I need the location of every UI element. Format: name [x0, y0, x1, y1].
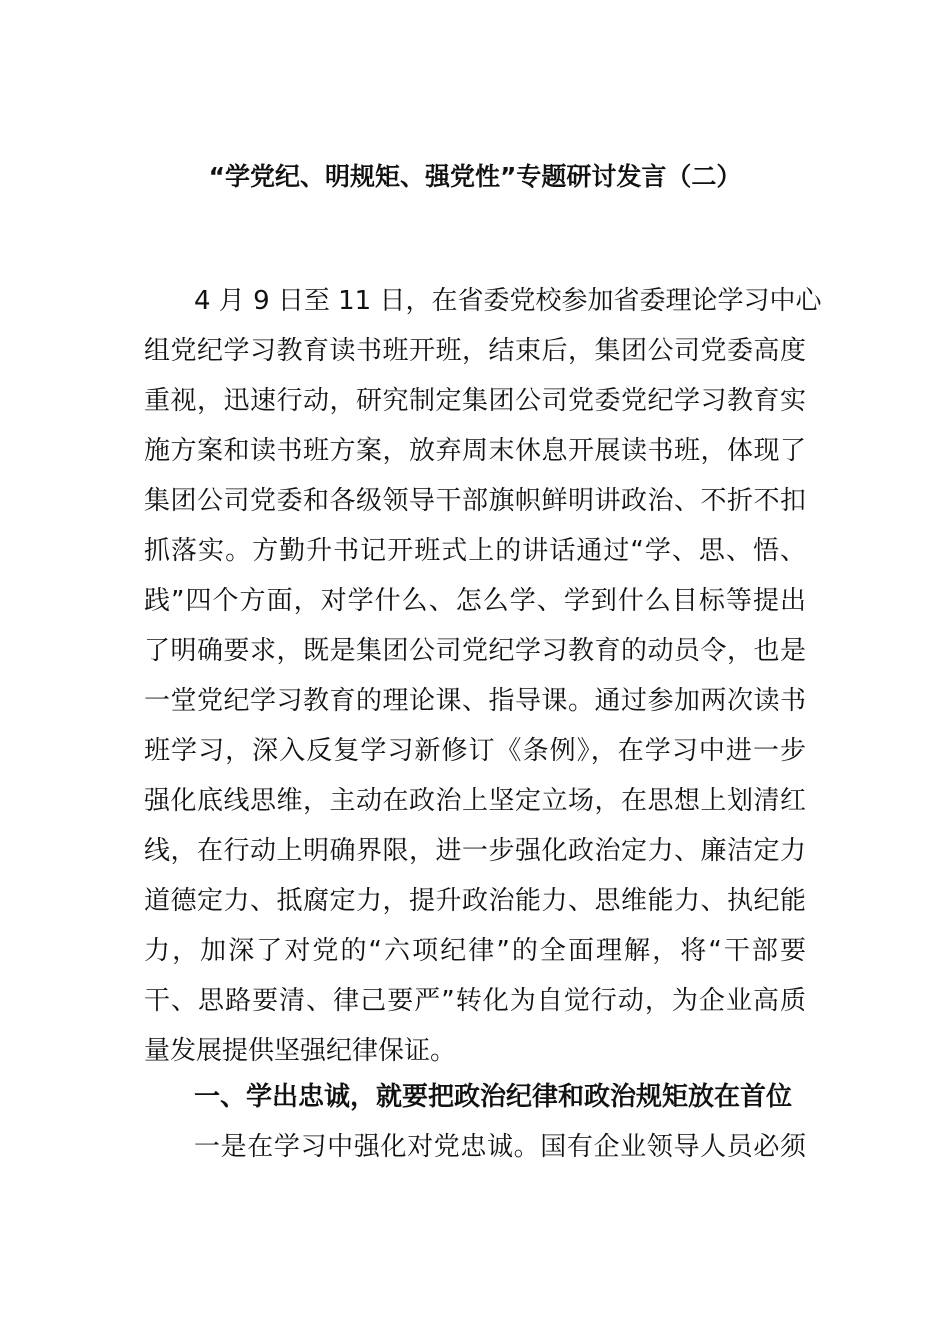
paragraph-line: 重视，迅速行动，研究制定集团公司党委党纪学习教育实 — [144, 386, 806, 416]
paragraph-line: 力，加深了对党的“六项纪律”的全面理解，将“干部要 — [144, 936, 806, 966]
document-title: “学党纪、明规矩、强党性”专题研讨发言（二） — [208, 162, 742, 191]
paragraph-line: 班学习，深入反复学习新修订《条例》，在学习中进一步 — [144, 736, 806, 766]
paragraph-line: 干、思路要清、律己要严”转化为自觉行动，为企业高质 — [144, 986, 806, 1016]
paragraph-line: 抓落实。方勤升书记开班式上的讲话通过“学、思、悟、 — [144, 536, 806, 566]
paragraph-line: 组党纪学习教育读书班开班，结束后，集团公司党委高度 — [144, 336, 806, 366]
paragraph-line: 施方案和读书班方案，放弃周末休息开展读书班，体现了 — [144, 436, 806, 466]
paragraph-line: 集团公司党委和各级领导干部旗帜鲜明讲政治、不折不扣 — [144, 486, 806, 516]
paragraph-line: 一堂党纪学习教育的理论课、指导课。通过参加两次读书 — [144, 686, 806, 716]
paragraph-line: 线，在行动上明确界限，进一步强化政治定力、廉洁定力 — [144, 836, 806, 866]
paragraph-line: 一是在学习中强化对党忠诚。国有企业领导人员必须 — [194, 1132, 806, 1162]
paragraph-line: 量发展提供坚强纪律保证。 — [144, 1036, 457, 1066]
paragraph-line: 了明确要求，既是集团公司党纪学习教育的动员令，也是 — [144, 636, 806, 666]
paragraph-line: 强化底线思维，主动在政治上坚定立场，在思想上划清红 — [144, 786, 806, 816]
section-heading: 一、学出忠诚，就要把政治纪律和政治规矩放在首位 — [194, 1082, 793, 1112]
paragraph-line: 践”四个方面，对学什么、怎么学、学到什么目标等提出 — [144, 586, 806, 616]
paragraph-line: 4 月 9 日至 11 日，在省委党校参加省委理论学习中心 — [194, 286, 822, 316]
paragraph-line: 道德定力、抵腐定力，提升政治能力、思维能力、执纪能 — [144, 886, 806, 916]
